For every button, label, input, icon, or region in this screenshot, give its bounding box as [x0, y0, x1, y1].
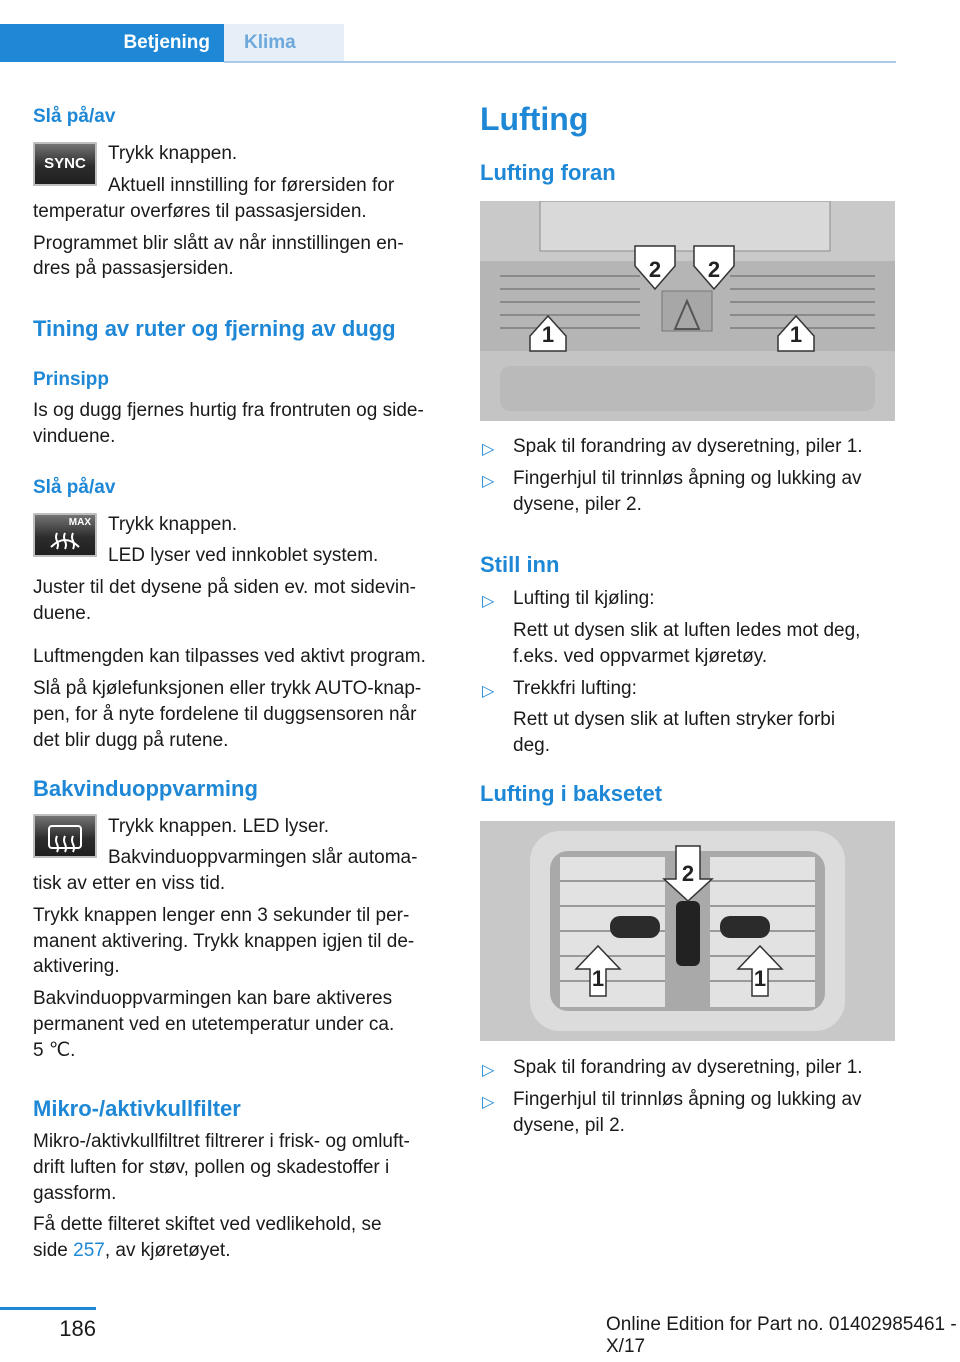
- filter-para2-2: [33, 1237, 230, 1265]
- cool-text-3: det blir dugg på rutene.: [33, 730, 229, 751]
- airflow-text: Luftmengden kan tilpasses ved aktivt program.: [33, 646, 426, 667]
- sync-text-2: Aktuell innstilling for førersiden for: [108, 175, 395, 196]
- rear-vents-illustration: [480, 821, 895, 1041]
- still-inn-title: Still inn: [480, 552, 560, 577]
- bullet-marker: ▷: [482, 441, 495, 458]
- sync-para-2a: Programmet blir slått av når innstillingen en‐: [33, 233, 404, 254]
- front-arrow-label-2b: 2: [707, 257, 721, 282]
- cool-text-1: Slå på kjølefunksjonen eller trykk AUTO-knap‐: [33, 678, 422, 699]
- front-bullet-2a: Fingerhjul til trinnløs åpning og lukking av: [513, 468, 862, 489]
- rear-bullet-1: Spak til forandring av dyseretning, piler 1.: [513, 1057, 863, 1078]
- onoff-heading: Slå på/av: [33, 477, 116, 498]
- bullet-marker: ▷: [482, 683, 495, 700]
- rear-arrow-label-1a: 1: [591, 966, 605, 991]
- rear-para2-3: aktivering.: [33, 956, 120, 977]
- set-bullet-1a: Lufting til kjøling:: [513, 588, 655, 609]
- front-bullet-2b: dysene, piler 2.: [513, 494, 642, 515]
- sync-para-2b: dres på passasjersiden.: [33, 258, 234, 279]
- rear-para2-1: Trykk knappen lenger enn 3 sekunder til per‐: [33, 905, 410, 926]
- sync-icon-label: SYNC: [44, 155, 86, 172]
- front-arrow-label-1a: 1: [541, 322, 555, 347]
- tab-klima[interactable]: Klima: [224, 24, 344, 62]
- lufting-main-title: Lufting: [480, 101, 589, 137]
- adjust-text-2: duene.: [33, 603, 92, 624]
- rear-arrow-label-2: 2: [681, 861, 695, 886]
- footer-edition-text: Online Edition for Part no. 01402985461 - X/17: [606, 1314, 957, 1357]
- principle-text-2: vinduene.: [33, 426, 116, 447]
- front-arrow-label-2a: 2: [648, 257, 662, 282]
- rear-defrost-icon: [33, 814, 97, 858]
- set-bullet-2a: Trekkfri lufting:: [513, 678, 637, 699]
- max-icon-label: MAX: [68, 517, 91, 528]
- filter-para2-1: Få dette filteret skiftet ved vedlikehold, se: [33, 1214, 382, 1235]
- front-arrow-label-1b: 1: [789, 322, 803, 347]
- front-bullet-1: Spak til forandring av dyseretning, piler 1.: [513, 436, 863, 457]
- rear-heating-title: Bakvinduoppvarming: [33, 776, 258, 801]
- rear-para3-3: 5 ℃.: [33, 1040, 76, 1061]
- rear-para3-2: permanent ved en utetemperatur under ca.: [33, 1014, 395, 1035]
- filter-text-2: drift luften for støv, pollen og skadestoffer i: [33, 1157, 390, 1178]
- footer-accent-line: [0, 1307, 96, 1310]
- rear-para2-2: manent aktivering. Trykk knappen igjen til de‐: [33, 931, 415, 952]
- filter-title: Mikro-/aktivkullfilter: [33, 1096, 241, 1121]
- header-divider: [224, 61, 896, 63]
- rear-text-3: tisk av etter en viss tid.: [33, 873, 226, 894]
- tab-betjening[interactable]: Betjening: [0, 24, 224, 62]
- adjust-text-1: Juster til det dysene på siden ev. mot sidevin‐: [33, 577, 417, 598]
- rear-arrow-label-1b: 1: [753, 966, 767, 991]
- rear-text-2: Bakvinduoppvarmingen slår automa‐: [108, 847, 418, 868]
- rear-text-1: Trykk knappen. LED lyser.: [108, 816, 330, 837]
- set-bullet-2b: Rett ut dysen slik at luften stryker forbi: [513, 709, 836, 730]
- bullet-marker: ▷: [482, 1094, 495, 1111]
- principle-heading: Prinsipp: [33, 369, 110, 390]
- page-number: 186: [59, 1316, 96, 1341]
- windshield-defrost-icon: [33, 513, 97, 557]
- bullet-marker: ▷: [482, 593, 495, 610]
- filter-para2-post: , av kjøretøyet.: [104, 1240, 231, 1261]
- page-link-257[interactable]: 257: [73, 1240, 105, 1261]
- max-text-2: LED lyser ved innkoblet system.: [108, 545, 379, 566]
- sync-button-icon: [33, 142, 97, 186]
- front-vents-illustration: [480, 201, 895, 421]
- set-bullet-2c: deg.: [513, 735, 550, 756]
- filter-text-1: Mikro-/aktivkullfiltret filtrerer i frisk- og omluft‐: [33, 1131, 410, 1152]
- rear-vent-title: Lufting i baksetet: [480, 781, 663, 806]
- set-bullet-1c: f.eks. ved oppvarmet kjøretøy.: [513, 646, 768, 667]
- front-vent-title: Lufting foran: [480, 160, 616, 185]
- cool-text-2: pen, for å nyte fordelene til duggsensoren når: [33, 704, 417, 725]
- filter-text-3: gassform.: [33, 1183, 117, 1204]
- sync-text-1: Trykk knappen.: [108, 143, 238, 164]
- rear-bullet-2a: Fingerhjul til trinnløs åpning og lukking av: [513, 1089, 862, 1110]
- rear-para3-1: Bakvinduoppvarmingen kan bare aktiveres: [33, 988, 393, 1009]
- sync-heading: Slå på/av: [33, 106, 116, 127]
- rear-bullet-2b: dysene, pil 2.: [513, 1115, 625, 1136]
- rear-window-heating-button-icon: [33, 814, 97, 858]
- max-defrost-button-icon: [33, 513, 97, 557]
- sync-text-3: temperatur overføres til passasjersiden.: [33, 201, 367, 222]
- filter-para2-pre: side: [33, 1240, 74, 1261]
- set-bullet-1b: Rett ut dysen slik at luften ledes mot deg,: [513, 620, 861, 641]
- max-text-1: Trykk knappen.: [108, 514, 238, 535]
- bullet-marker: ▷: [482, 1062, 495, 1079]
- bullet-marker: ▷: [482, 473, 495, 490]
- defrost-section-title: Tining av ruter og fjerning av dugg: [33, 316, 396, 341]
- principle-text-1: Is og dugg fjernes hurtig fra frontruten og side‐: [33, 400, 424, 421]
